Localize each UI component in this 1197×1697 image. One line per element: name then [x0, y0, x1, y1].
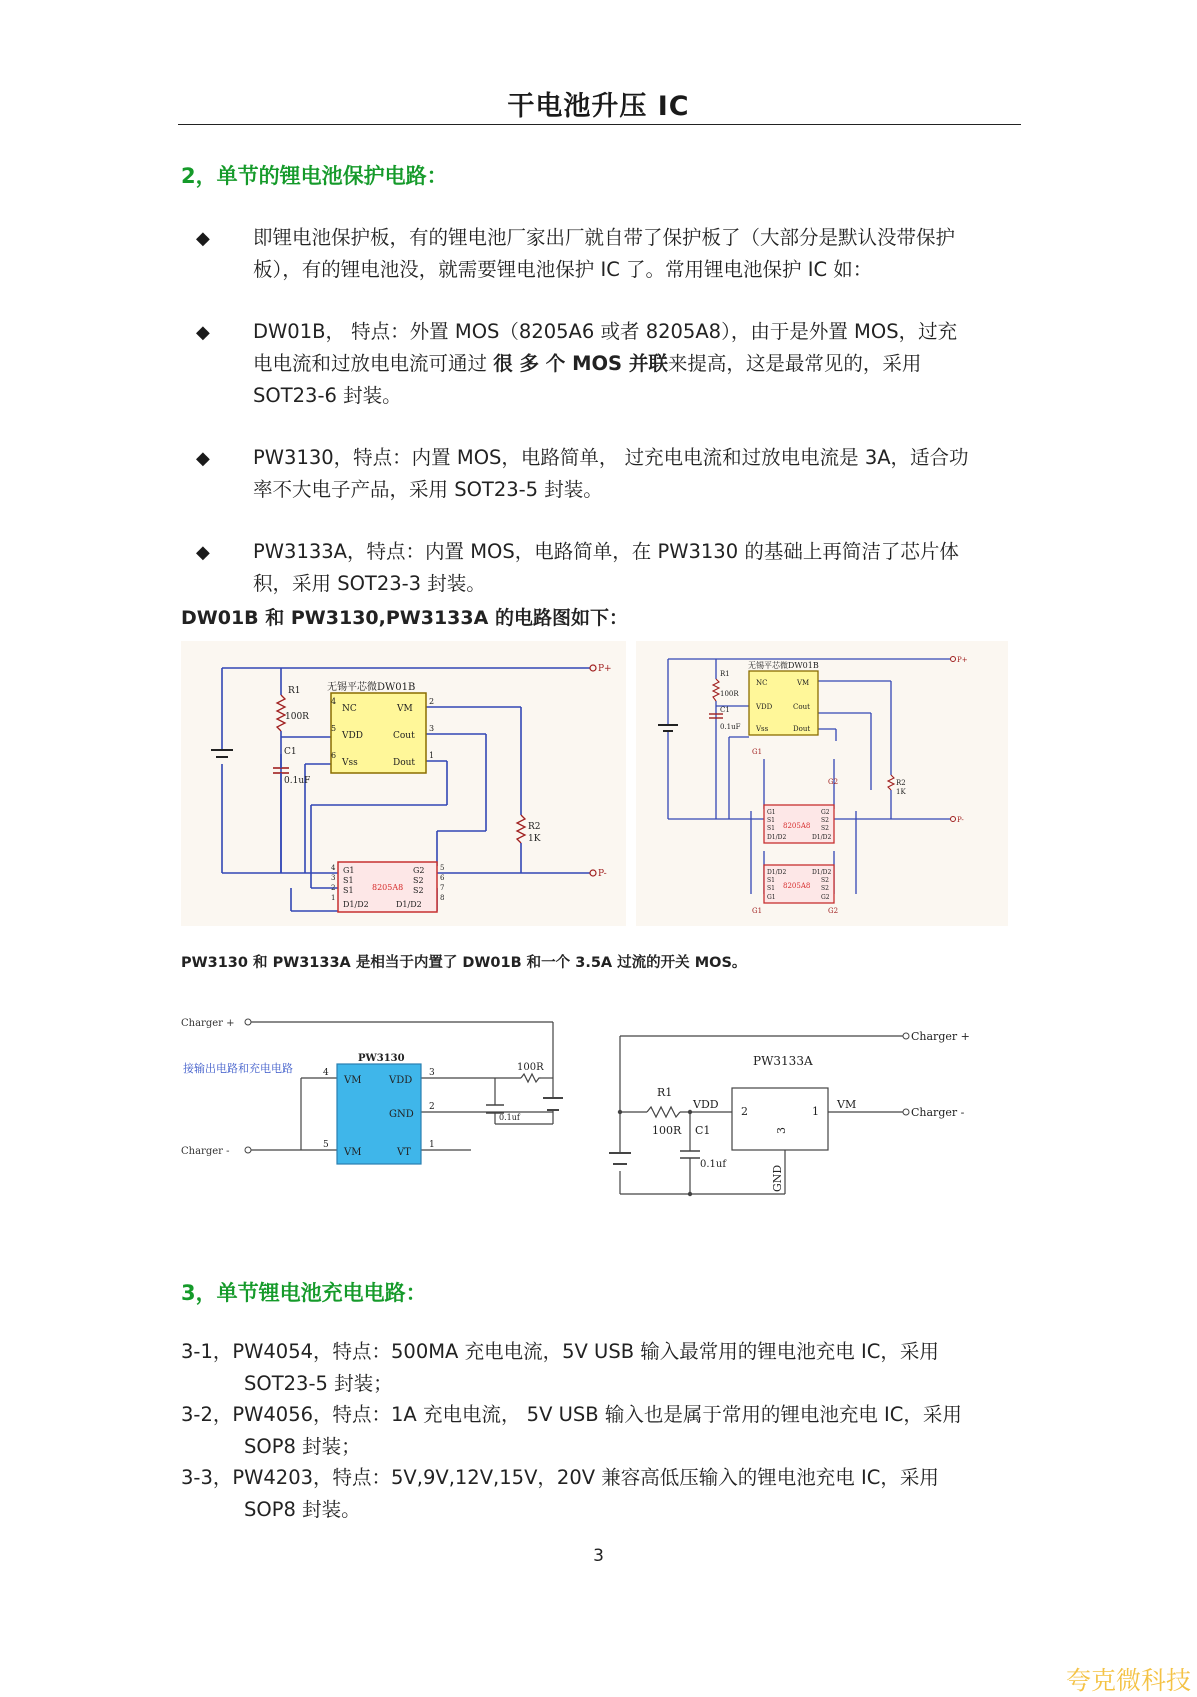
bullet-diamond-icon: ◆	[196, 322, 210, 343]
gnd-label: GND	[771, 1164, 784, 1192]
mos-pin: G1	[767, 894, 776, 901]
charger-minus-label-2: Charger -	[911, 1106, 965, 1119]
pin-num: 5	[323, 1140, 329, 1150]
p-minus-terminal-2: P-	[957, 816, 964, 824]
r1-label-2: R1	[720, 670, 730, 678]
bullet-diamond-icon: ◆	[196, 228, 210, 249]
mos-pin: G2	[413, 866, 425, 875]
mos-label-lower: 8205A8	[783, 882, 811, 890]
pin-vm: VM	[344, 1147, 362, 1158]
mos-pin: S2	[413, 886, 424, 895]
bullet-text-1	[253, 222, 1023, 286]
item1-line1: 3-1，PW4054，特点：500MA 充电电流，5V USB 输入最常用的锂电池充电 IC，采用	[181, 1340, 939, 1363]
dw01b-label: 无锡平芯微DW01B	[327, 682, 416, 693]
pin-nc-2: NC	[756, 679, 768, 687]
bullet3-line1: PW3130，特点：内置 MOS，电路简单， 过充电电流和过放电电流是 3A，适合功	[253, 446, 969, 469]
header-rule	[178, 124, 1021, 125]
mos-pin: S1	[343, 876, 354, 885]
pin-num: 5	[331, 724, 337, 733]
r1-label-4: R1	[657, 1086, 673, 1099]
r1-value-4: 100R	[652, 1124, 682, 1137]
bullet-text-2	[253, 316, 1023, 412]
dw01b-circuit-diagram-2	[636, 641, 1008, 926]
pw3133a-label: PW3133A	[753, 1054, 813, 1068]
item2-line1: 3-2，PW4056，特点：1A 充电电流， 5V USB 输入也是属于常用的锂电池充电 IC，采用	[181, 1403, 962, 1426]
bullet3-line2: 率不大电子产品，采用 SOT23-5 封装。	[253, 478, 603, 501]
bullet2-line2-post: 来提高，这是最常见的，采用	[667, 352, 922, 375]
mos-pin: D1/D2	[767, 869, 787, 876]
bullet1-line2: 板），有的锂电池没，就需要锂电池保护 IC 了。常用锂电池保护 IC 如：	[253, 258, 873, 281]
c1-label-4: C1	[695, 1124, 711, 1137]
circuit-caption: DW01B 和 PW3130,PW3133A 的电路图如下：	[181, 607, 628, 629]
pin-cout: Cout	[393, 731, 415, 741]
pin-num: 1	[429, 1140, 435, 1150]
mos-pin: S1	[767, 817, 775, 824]
mos-pin: G1	[343, 866, 355, 875]
bullet1-line1: 即锂电池保护板，有的锂电池厂家出厂就自带了保护板了（大部分是默认没带保护	[253, 226, 956, 249]
mos-pin: S1	[343, 886, 354, 895]
pin-num: 1	[429, 751, 435, 760]
mos-label: 8205A8	[372, 883, 404, 892]
pin-vss-2: Vss	[756, 725, 769, 733]
bullet-text-4	[253, 536, 1023, 600]
capacitor-value: 0.1uf	[499, 1113, 520, 1122]
page-number: 3	[593, 1546, 604, 1566]
mos-pin: S2	[821, 877, 829, 884]
bullet-diamond-icon: ◆	[196, 448, 210, 469]
section3-heading: 3，单节锂电池充电电路：	[181, 1281, 427, 1305]
r2-label-2: R2	[896, 779, 906, 787]
pin-num: 3	[775, 1127, 788, 1134]
pw3130-circuit-diagram	[181, 1008, 566, 1183]
mos-pin: S1	[767, 877, 775, 884]
resistor-value: 100R	[517, 1062, 544, 1073]
r2-value-2: 1K	[896, 788, 906, 796]
bullet4-line2: 积，采用 SOT23-3 封装。	[253, 572, 486, 595]
list-item	[181, 1462, 1031, 1526]
pin-vdd: VDD	[389, 1075, 413, 1086]
mos-num: 7	[440, 884, 445, 892]
c1-value-4: 0.1uf	[700, 1159, 727, 1170]
r2-value: 1K	[528, 834, 541, 844]
page-title: 干电池升压 IC	[507, 91, 690, 122]
bullet2-bold-text: 很 多 个 MOS 并联	[493, 352, 668, 375]
bullet4-line1: PW3133A，特点：内置 MOS，电路简单，在 PW3130 的基础上再简洁了芯片体	[253, 540, 959, 563]
charger-minus-label: Charger -	[181, 1146, 230, 1157]
pin-cout-2: Cout	[793, 703, 810, 711]
pin-num: 3	[429, 724, 435, 733]
c1-value-2: 0.1uF	[720, 723, 741, 731]
mos-num: 4	[331, 864, 336, 872]
c1-value: 0.1uF	[284, 776, 311, 786]
mos-num: 2	[331, 884, 336, 892]
pw3130-label: PW3130	[358, 1053, 405, 1064]
p-plus-terminal: P+	[598, 664, 612, 674]
pin-vdd-2: VDD	[756, 703, 773, 711]
pin-num: 3	[429, 1068, 435, 1078]
charger-plus-label-2: Charger +	[911, 1030, 970, 1043]
mos-num: 6	[440, 874, 445, 882]
mos-pin: D1/D2	[812, 834, 832, 841]
pin-nc: NC	[342, 704, 357, 714]
list-item	[181, 1336, 1031, 1400]
mos-pin: S2	[821, 885, 829, 892]
item1-line2: SOT23-5 封装；	[244, 1372, 393, 1395]
g2-label-top: G2	[828, 778, 839, 786]
pin-dout: Dout	[393, 758, 416, 768]
watermark: 夸克微科技	[1065, 1666, 1191, 1695]
p-minus-terminal: P-	[598, 869, 607, 879]
list-item	[181, 1399, 1031, 1463]
mos-pin: D1/D2	[396, 900, 422, 909]
bullet2-line3: SOT23-6 封装。	[253, 384, 402, 407]
pin-vm: VM	[344, 1075, 362, 1086]
mos-num: 8	[440, 894, 445, 902]
section2-heading: 2，单节的锂电池保护电路：	[181, 164, 448, 188]
pin-vt: VT	[397, 1147, 411, 1158]
pin-vm: VM	[397, 704, 413, 714]
mos-pin: D1/D2	[343, 900, 369, 909]
pin-vm-2: VM	[797, 679, 810, 687]
charger-plus-label: Charger +	[181, 1018, 235, 1029]
pw3133a-chip	[732, 1088, 828, 1150]
mos-num: 3	[331, 874, 336, 882]
pin-num: 1	[812, 1105, 819, 1118]
pin-num: 2	[429, 697, 435, 706]
bullet-text-3	[253, 442, 1023, 506]
pin-num: 2	[429, 1102, 435, 1112]
pin-num: 4	[331, 697, 337, 706]
mos-pin: S1	[767, 885, 775, 892]
mos-pin: G2	[821, 809, 830, 816]
mos-note: PW3130 和 PW3133A 是相当于内置了 DW01B 和一个 3.5A 过流的开关 MOS。	[181, 955, 747, 971]
r1-value-2: 100R	[720, 690, 739, 698]
p-plus-terminal-2: P+	[957, 656, 968, 664]
c1-label: C1	[284, 747, 297, 757]
bullet-diamond-icon: ◆	[196, 542, 210, 563]
output-circuit-note: 接输出电路和充电电路	[183, 1062, 293, 1075]
r2-label: R2	[528, 822, 541, 832]
pin-gnd: GND	[389, 1109, 414, 1120]
bullet2-line2-pre: 电电流和过放电电流可通过	[253, 352, 494, 375]
pin-num: 2	[741, 1105, 748, 1118]
mos-pin: D1/D2	[767, 834, 787, 841]
mos-pin: G1	[767, 809, 776, 816]
pin-vss: Vss	[342, 758, 358, 768]
item3-line2: SOP8 封装。	[244, 1498, 361, 1521]
dw01b-label-2: 无锡平芯微DW01B	[748, 661, 819, 670]
item2-line2: SOP8 封装；	[244, 1435, 361, 1458]
g1-label-top: G1	[752, 748, 763, 756]
mos-pin: S2	[821, 817, 829, 824]
mos-label-upper: 8205A8	[783, 822, 811, 830]
mos-pin: S2	[413, 876, 424, 885]
pw3133a-circuit-diagram	[600, 1008, 980, 1198]
g2-label-bottom: G2	[828, 907, 839, 915]
r1-value: 100R	[285, 712, 309, 722]
vdd-label: VDD	[693, 1098, 719, 1111]
bullet2-line1: DW01B， 特点：外置 MOS（8205A6 或者 8205A8），由于是外置 MOS，过充	[253, 320, 958, 343]
pin-vdd: VDD	[342, 731, 363, 741]
mos-num: 1	[331, 894, 336, 902]
vm-label: VM	[837, 1098, 857, 1111]
mos-pin: D1/D2	[812, 869, 832, 876]
pin-dout-2: Dout	[793, 725, 811, 733]
dw01b-circuit-diagram-1	[181, 641, 626, 926]
pin-num: 4	[323, 1068, 329, 1078]
mos-pin: G2	[821, 894, 830, 901]
mos-num: 5	[440, 864, 445, 872]
mos-pin: S1	[767, 825, 775, 832]
r1-label: R1	[288, 686, 301, 696]
g1-label-bottom: G1	[752, 907, 763, 915]
bullet2-line2	[253, 348, 1023, 380]
item3-line1: 3-3，PW4203，特点：5V,9V,12V,15V，20V 兼容高低压输入的锂电池充电 IC，采用	[181, 1466, 939, 1489]
pin-num: 6	[331, 751, 337, 760]
mos-pin: S2	[821, 825, 829, 832]
c1-label-2: C1	[720, 706, 730, 714]
